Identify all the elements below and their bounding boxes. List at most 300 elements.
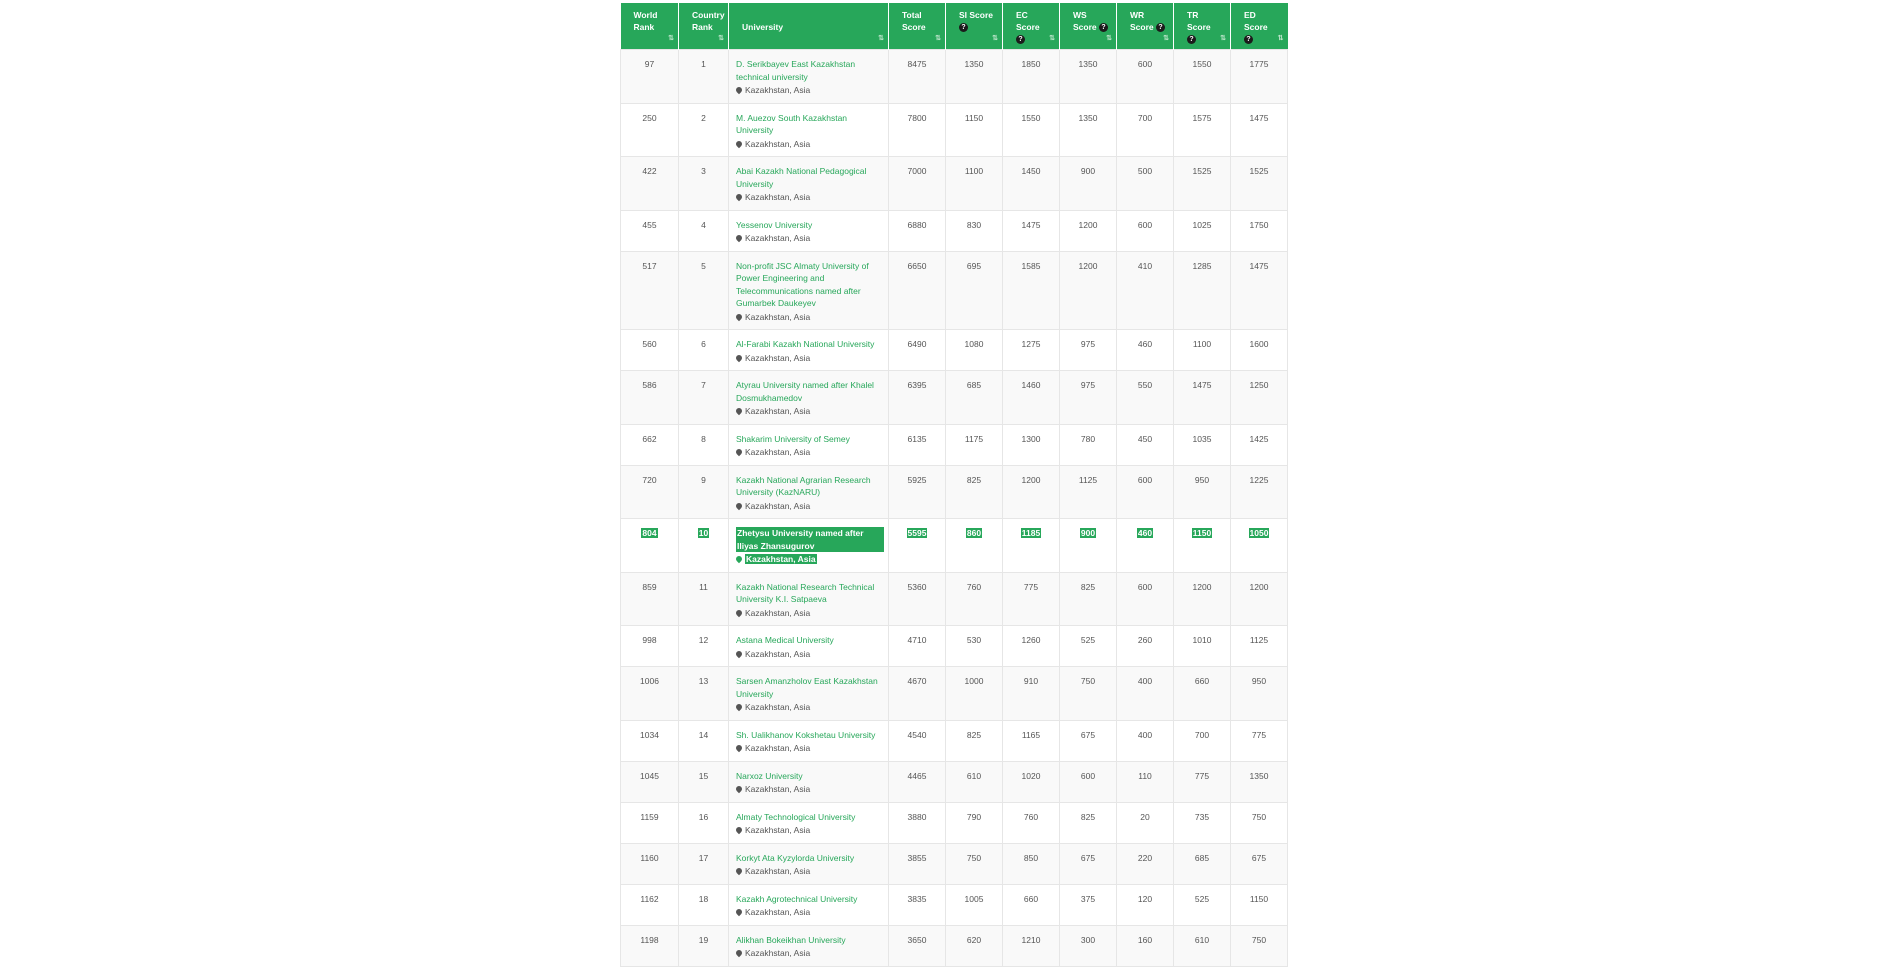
tr-score-cell [1174,667,1231,721]
si-score: 610 [966,770,982,781]
header-ws-score-line1: WS [1073,10,1087,20]
rankings-table [620,3,1288,967]
tr-score-cell [1174,251,1231,330]
sort-icon[interactable]: ⇅ [935,35,941,42]
sort-icon[interactable]: ⇅ [992,35,998,42]
ed-score: 1350 [1249,770,1269,781]
header-wr-score[interactable] [1117,3,1174,50]
sort-icon[interactable]: ⇅ [718,35,724,42]
university-name-link[interactable]: Alikhan Bokeikhan University [736,934,846,945]
table-row [621,157,1288,211]
ed-score: 1750 [1249,219,1269,230]
wr-score-cell [1117,103,1174,157]
map-pin-icon [735,744,743,752]
header-ws-score[interactable] [1060,3,1117,50]
total-score: 5595 [907,528,927,538]
table-row [621,50,1288,104]
total-score: 3880 [907,811,927,822]
location [736,138,884,151]
ec-score-cell [1003,465,1060,519]
table-row [621,667,1288,721]
university-name-link[interactable]: Yessenov University [736,219,813,230]
wr-score: 700 [1137,112,1153,123]
world-rank-cell [621,157,679,211]
wr-score-cell [1117,210,1174,251]
country-rank-cell [679,572,729,626]
wr-score: 550 [1137,380,1153,390]
university-name-link[interactable]: Zhetysu University named after Iliyas Zhansugurov [736,527,884,552]
location-text: Kazakhstan, Asia [745,192,811,202]
ec-score-cell [1003,720,1060,761]
country-rank-cell [679,210,729,251]
world-rank-cell [621,371,679,425]
total-score-cell [889,925,946,966]
ec-score: 850 [1023,852,1039,863]
map-pin-icon [735,407,743,415]
sort-icon[interactable]: ⇅ [878,35,884,42]
university-name-link[interactable]: Non-profit JSC Almaty University of Power Engineering and Telecommunications named after Gumarbek Daukeyev [736,260,869,308]
si-score-cell [946,761,1003,802]
world-rank-cell [621,626,679,667]
table-row [621,720,1288,761]
location [736,648,884,661]
ec-score-cell [1003,925,1060,966]
world-rank: 662 [642,433,657,444]
university-name-link[interactable]: Atyrau University named after Khalel Dosmukhamedov [736,380,874,403]
table-row [621,371,1288,425]
ws-score: 975 [1080,339,1096,349]
table-row [621,925,1288,966]
ed-score: 1125 [1249,635,1269,645]
ec-score-cell [1003,884,1060,925]
ec-score-cell [1003,50,1060,104]
wr-score: 600 [1137,59,1153,69]
help-icon[interactable]: ? [1187,35,1196,44]
location [736,232,884,245]
university-name-link[interactable]: Kazakh National Research Technical University K.I. Satpaeva [736,581,875,604]
country-rank-cell [679,843,729,884]
university-cell [729,802,889,843]
university-cell [729,424,889,465]
ec-score: 1850 [1021,59,1041,69]
ws-score: 825 [1080,581,1096,592]
total-score: 4540 [907,729,927,740]
country-rank: 13 [698,676,709,686]
ec-score-cell [1003,251,1060,330]
ws-score-cell [1060,519,1117,573]
total-score-cell [889,157,946,211]
ws-score: 900 [1080,528,1096,538]
si-score-cell [946,251,1003,330]
si-score-cell [946,330,1003,371]
wr-score: 400 [1137,729,1153,740]
ws-score: 780 [1080,433,1096,444]
total-score: 6650 [907,260,927,271]
country-rank-cell [679,925,729,966]
header-country-rank[interactable] [679,3,729,50]
header-ed-score[interactable] [1231,3,1288,50]
wr-score: 260 [1137,635,1153,645]
table-header [621,3,1288,50]
header-world-rank[interactable] [621,3,679,50]
ed-score: 1050 [1249,528,1269,538]
tr-score: 1010 [1192,635,1212,645]
ec-score: 1300 [1021,433,1041,444]
header-total-score-line1: Total [902,10,922,20]
map-pin-icon [735,703,743,711]
university-cell [729,50,889,104]
si-score-cell [946,103,1003,157]
country-rank-cell [679,884,729,925]
table-row [621,424,1288,465]
si-score-cell [946,843,1003,884]
help-icon[interactable]: ? [959,23,968,32]
ws-score-cell [1060,50,1117,104]
help-icon[interactable]: ? [1156,23,1165,32]
ec-score: 1165 [1021,729,1041,740]
si-score: 825 [966,729,982,740]
ec-score: 760 [1023,811,1039,822]
ed-score-cell [1231,465,1288,519]
header-ec-score[interactable] [1003,3,1060,50]
header-total-score[interactable] [889,3,946,50]
university-name-link[interactable]: Sarsen Amanzholov East Kazakhstan University [736,676,878,699]
sort-icon[interactable]: ⇅ [1277,35,1284,42]
ws-score: 300 [1080,934,1096,945]
si-score: 760 [966,581,982,592]
si-score: 1350 [964,59,984,69]
ed-score: 1775 [1249,59,1269,69]
world-rank: 97 [644,59,655,69]
tr-score-cell [1174,519,1231,573]
location [736,607,884,620]
country-rank-cell [679,251,729,330]
country-rank: 17 [698,852,709,863]
ec-score-cell [1003,761,1060,802]
total-score-cell [889,424,946,465]
ws-score-cell [1060,667,1117,721]
ec-score: 1200 [1021,474,1041,485]
location-text: Kazakhstan, Asia [745,138,811,149]
table-row [621,802,1288,843]
ws-score-cell [1060,720,1117,761]
tr-score: 1550 [1192,59,1212,69]
country-rank: 4 [701,219,706,230]
si-score: 860 [966,528,982,538]
total-score: 6880 [907,219,927,230]
map-pin-icon [735,193,743,201]
university-cell [729,843,889,884]
country-rank-cell [679,50,729,104]
table-row [621,572,1288,626]
ws-score-cell [1060,210,1117,251]
world-rank-cell [621,465,679,519]
tr-score: 1475 [1192,380,1212,390]
si-score: 695 [966,260,982,271]
ec-score-cell [1003,330,1060,371]
tr-score-cell [1174,424,1231,465]
ed-score-cell [1231,572,1288,626]
help-icon[interactable]: ? [1099,23,1108,32]
wr-score: 20 [1140,811,1150,822]
table-row [621,103,1288,157]
world-rank-cell [621,667,679,721]
map-pin-icon [735,312,743,320]
wr-score: 600 [1137,581,1153,592]
ec-score: 1585 [1021,260,1041,271]
tr-score-cell [1174,925,1231,966]
university-name-link[interactable]: Almaty Technological University [736,811,856,822]
ws-score: 1125 [1078,474,1098,485]
ed-score-cell [1231,925,1288,966]
university-name-link[interactable]: Kazakh National Agrarian Research University (KazNARU) [736,474,871,497]
ec-score-cell [1003,802,1060,843]
country-rank-cell [679,465,729,519]
university-name-link[interactable]: Astana Medical University [736,635,834,645]
location-text: Kazakhstan, Asia [745,447,811,457]
total-score-cell [889,50,946,104]
si-score-cell [946,157,1003,211]
university-name-link[interactable]: Sh. Ualikhanov Kokshetau University [736,729,876,740]
location-text: Kazakhstan, Asia [745,825,811,835]
header-country-rank-line2: Rank [692,22,713,32]
header-university-label: University [742,22,784,32]
ed-score-cell [1231,720,1288,761]
location-text: Kazakhstan, Asia [745,907,811,917]
header-si-score[interactable] [946,3,1003,50]
location-text: Kazakhstan, Asia [745,743,811,753]
tr-score-cell [1174,465,1231,519]
si-score: 750 [966,852,982,863]
wr-score-cell [1117,626,1174,667]
country-rank: 8 [701,433,706,444]
location [736,500,884,513]
ws-score-cell [1060,424,1117,465]
university-cell [729,720,889,761]
table-row [621,843,1288,884]
ed-score: 775 [1251,729,1267,740]
tr-score-cell [1174,626,1231,667]
world-rank: 1159 [640,811,659,822]
total-score: 4710 [907,635,927,645]
total-score: 6490 [907,339,927,349]
ws-score: 825 [1080,811,1096,822]
ec-score-cell [1003,210,1060,251]
location-text: Kazakhstan, Asia [745,352,811,363]
wr-score-cell [1117,572,1174,626]
world-rank: 560 [642,339,657,349]
tr-score: 1150 [1192,528,1212,538]
world-rank-cell [621,884,679,925]
table-row [621,761,1288,802]
ed-score-cell [1231,251,1288,330]
total-score: 5925 [907,474,927,485]
wr-score: 500 [1137,166,1153,176]
total-score: 4670 [907,676,927,686]
wr-score: 460 [1137,339,1153,349]
university-name-link[interactable]: Korkyt Ata Kyzylorda University [736,852,855,863]
total-score: 6395 [907,380,927,390]
ws-score: 600 [1080,770,1096,781]
world-rank: 455 [642,219,657,230]
table-row [621,251,1288,330]
si-score: 1100 [964,166,984,176]
world-rank: 517 [642,260,657,271]
country-rank: 9 [701,474,706,485]
map-pin-icon [735,448,743,456]
tr-score: 775 [1194,770,1210,781]
ed-score-cell [1231,103,1288,157]
total-score: 3835 [907,893,927,904]
tr-score-cell [1174,720,1231,761]
location-text: Kazakhstan, Asia [745,866,811,876]
ws-score: 975 [1080,380,1096,390]
location [736,947,884,960]
ec-score-cell [1003,843,1060,884]
wr-score-cell [1117,330,1174,371]
ed-score: 750 [1251,934,1267,945]
wr-score-cell [1117,251,1174,330]
country-rank: 2 [701,112,706,123]
ws-score-cell [1060,251,1117,330]
university-cell [729,465,889,519]
sort-icon[interactable]: ⇅ [668,35,674,42]
location-text: Kazakhstan, Asia [745,85,811,95]
wr-score-cell [1117,802,1174,843]
ec-score-cell [1003,424,1060,465]
location [736,865,884,878]
help-icon[interactable]: ? [1016,35,1025,44]
ed-score-cell [1231,802,1288,843]
ws-score-cell [1060,626,1117,667]
tr-score-cell [1174,371,1231,425]
ws-score: 750 [1080,676,1096,686]
ec-score-cell [1003,371,1060,425]
total-score-cell [889,626,946,667]
university-cell [729,572,889,626]
location [736,311,884,324]
si-score: 830 [966,219,982,230]
world-rank: 1198 [640,934,659,945]
header-tr-score[interactable] [1174,3,1231,50]
world-rank: 1162 [640,893,659,904]
university-name-link[interactable]: Shakarim University of Semey [736,433,850,444]
country-rank-cell [679,761,729,802]
university-name-link[interactable]: Al-Farabi Kazakh National University [736,339,875,349]
total-score: 7800 [907,112,927,123]
tr-score-cell [1174,761,1231,802]
table-row [621,465,1288,519]
wr-score-cell [1117,667,1174,721]
sort-icon[interactable]: ⇅ [1163,35,1169,42]
world-rank: 998 [642,635,657,645]
tr-score: 735 [1194,811,1210,822]
si-score-cell [946,210,1003,251]
si-score-cell [946,720,1003,761]
ed-score: 1200 [1249,581,1269,592]
university-cell [729,626,889,667]
sort-icon[interactable]: ⇅ [1106,35,1112,42]
ec-score: 1460 [1021,380,1041,390]
wr-score: 160 [1137,934,1153,945]
wr-score-cell [1117,157,1174,211]
university-name-link[interactable]: M. Auezov South Kazakhstan University [736,112,848,135]
country-rank-cell [679,519,729,573]
map-pin-icon [735,86,743,94]
header-wr-score-line1: WR [1130,10,1145,20]
si-score: 1000 [964,676,984,686]
country-rank: 6 [701,339,706,349]
wr-score-cell [1117,884,1174,925]
university-name-link[interactable]: D. Serikbayev East Kazakhstan technical university [736,59,856,82]
total-score-cell [889,761,946,802]
country-rank: 18 [698,893,709,904]
si-score-cell [946,925,1003,966]
total-score: 8475 [907,59,927,69]
total-score-cell [889,519,946,573]
tr-score: 1100 [1192,339,1212,349]
ed-score-cell [1231,330,1288,371]
world-rank: 1045 [640,770,659,781]
table-row [621,626,1288,667]
ws-score-cell [1060,884,1117,925]
tr-score: 700 [1194,729,1210,740]
tr-score-cell [1174,103,1231,157]
country-rank: 19 [698,934,709,945]
ws-score: 375 [1080,893,1096,904]
wr-score: 400 [1137,676,1153,686]
ed-score: 750 [1251,811,1267,822]
location-text: Kazakhstan, Asia [745,406,811,416]
wr-score: 120 [1137,893,1153,904]
ed-score: 1425 [1249,433,1269,444]
world-rank: 720 [642,474,657,485]
wr-score-cell [1117,843,1174,884]
header-university[interactable] [729,3,889,50]
tr-score: 950 [1194,474,1210,485]
ed-score: 950 [1251,676,1267,686]
world-rank-cell [621,424,679,465]
map-pin-icon [735,826,743,834]
total-score-cell [889,667,946,721]
sort-icon[interactable]: ⇅ [1049,35,1055,42]
world-rank-cell [621,572,679,626]
country-rank: 16 [698,811,709,822]
wr-score-cell [1117,50,1174,104]
map-pin-icon [735,555,743,563]
university-name-link[interactable]: Kazakh Agrotechnical University [736,893,858,904]
ed-score-cell [1231,424,1288,465]
wr-score-cell [1117,519,1174,573]
map-pin-icon [735,501,743,509]
world-rank-cell [621,843,679,884]
university-cell [729,210,889,251]
header-world-rank-line2: Rank [633,22,655,32]
university-cell [729,667,889,721]
ec-score: 1450 [1021,166,1041,176]
total-score-cell [889,802,946,843]
sort-icon[interactable]: ⇅ [1220,35,1226,42]
country-rank-cell [679,371,729,425]
wr-score-cell [1117,424,1174,465]
university-name-link[interactable]: Narxoz University [736,770,803,781]
si-score: 530 [966,635,982,645]
help-icon[interactable]: ? [1244,35,1253,44]
country-rank-cell [679,157,729,211]
ed-score: 1600 [1249,339,1269,349]
university-name-link[interactable]: Abai Kazakh National Pedagogical University [736,166,867,189]
total-score-cell [889,720,946,761]
